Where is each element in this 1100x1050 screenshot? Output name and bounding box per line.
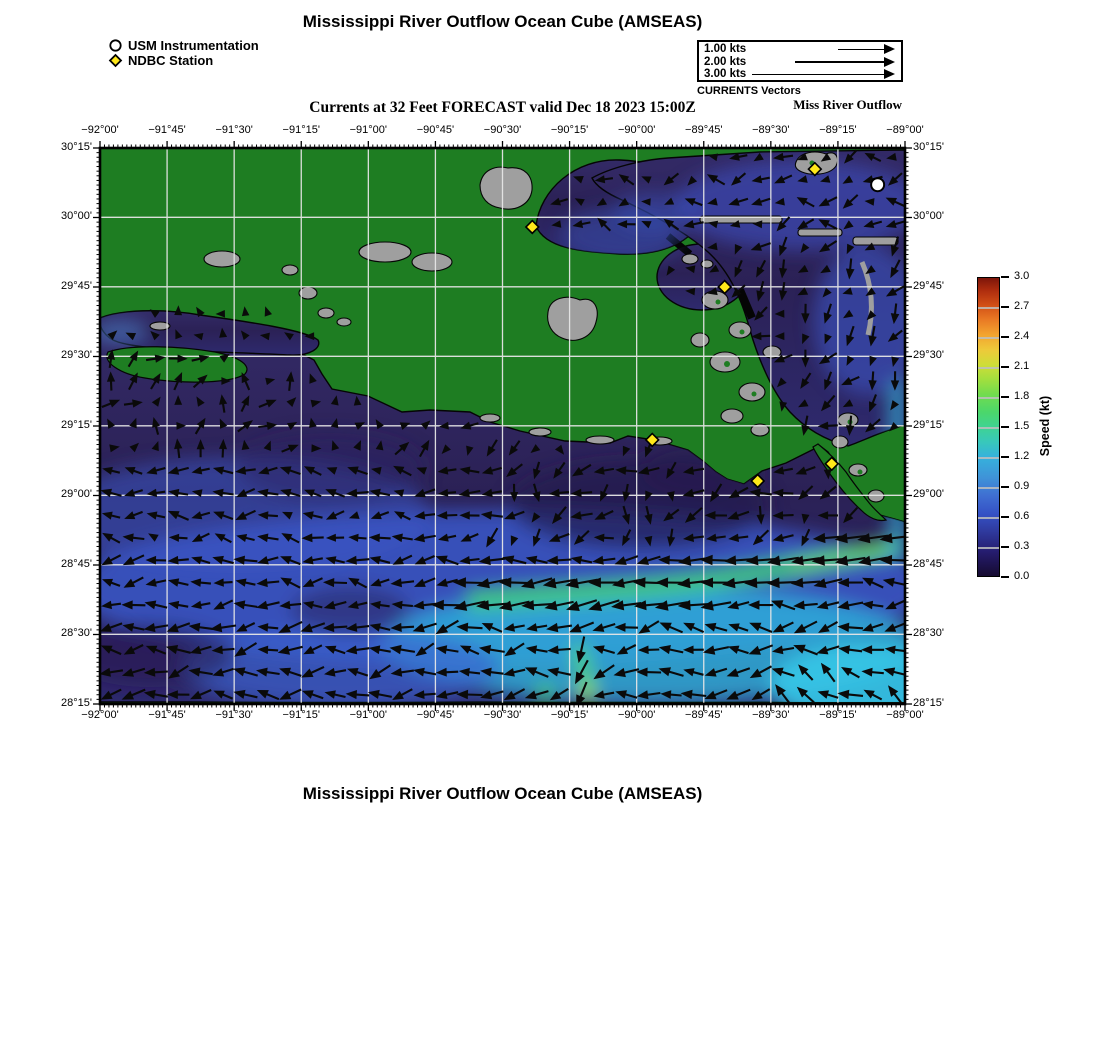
- tick-label: 29°15': [61, 418, 92, 431]
- tick-label: 28°45': [61, 557, 92, 570]
- legend-ndbc-label: NDBC Station: [128, 52, 214, 68]
- tick-label: 28°15': [61, 696, 92, 709]
- legend-usm-label: USM Instrumentation: [128, 37, 259, 53]
- tick-label: −91°00': [349, 709, 388, 721]
- tick-label: −90°00': [617, 709, 656, 721]
- colorbar-tick-label: 0.6: [1014, 510, 1030, 522]
- tick-label: 29°45': [913, 279, 944, 292]
- colorbar-tick-label: 0.3: [1014, 540, 1030, 552]
- tick-label: −90°45': [416, 709, 455, 721]
- tick-label: 30°15': [913, 140, 944, 153]
- tick-label: −89°45': [685, 709, 723, 721]
- colorbar-tick: [1001, 306, 1009, 307]
- colorbar-tick: [1001, 336, 1009, 337]
- tick-label: 29°00': [913, 488, 944, 501]
- colorbar: [977, 277, 1000, 577]
- colorbar-tick-label: 0.0: [1014, 570, 1030, 582]
- colorbar-tick-label: 0.9: [1014, 480, 1030, 492]
- colorbar-tick-label: 1.2: [1014, 450, 1030, 462]
- tick-label: −91°15': [282, 709, 320, 721]
- colorbar-tick: [1001, 546, 1009, 547]
- tick-label: −91°45': [148, 124, 186, 136]
- colorbar-tick-label: 1.8: [1014, 390, 1030, 402]
- tick-label: −89°00': [886, 709, 924, 721]
- colorbar-tick-label: 3.0: [1014, 270, 1030, 282]
- colorbar-tick: [1001, 456, 1009, 457]
- colorbar-tick: [1001, 426, 1009, 427]
- tick-label: 28°15': [913, 696, 944, 709]
- colorbar-label: Speed (kt): [1038, 395, 1052, 457]
- tick-label: −89°30': [752, 124, 790, 136]
- figure-title-bottom: Mississippi River Outflow Ocean Cube (AMSEAS): [302, 784, 703, 803]
- tick-label: 29°30': [913, 349, 944, 362]
- colorbar-tick-label: 2.1: [1014, 360, 1030, 372]
- tick-label: 28°30': [61, 627, 92, 640]
- tick-label: −92°00': [81, 709, 119, 721]
- tick-label: −90°15': [550, 709, 589, 721]
- tick-label: −91°30': [215, 124, 253, 136]
- vector-legend-row: 3.00 kts: [704, 68, 895, 81]
- tick-label: 28°45': [913, 557, 944, 570]
- tick-label: −91°45': [148, 709, 186, 721]
- colorbar-tick-label: 1.5: [1014, 420, 1030, 432]
- vector-legend-row: 2.00 kts: [704, 56, 895, 69]
- colorbar-tick: [1001, 396, 1009, 397]
- tick-label: 29°00': [61, 488, 92, 501]
- tick-label: −92°00': [81, 124, 119, 136]
- colorbar-tick-label: 2.4: [1014, 330, 1030, 342]
- currents-vectors-caption: CURRENTS Vectors: [697, 85, 801, 97]
- tick-label: 29°15': [913, 418, 944, 431]
- usm-instrumentation-marker: [871, 178, 884, 191]
- tick-label: −91°00': [349, 124, 388, 136]
- tick-label: −90°30': [483, 709, 522, 721]
- corner-label: Miss River Outflow: [793, 97, 902, 112]
- tick-label: 30°15': [61, 140, 92, 153]
- colorbar-tick-label: 2.7: [1014, 300, 1030, 312]
- tick-label: −90°30': [483, 124, 522, 136]
- tick-label: −89°45': [685, 124, 723, 136]
- tick-label: 29°30': [61, 349, 92, 362]
- tick-label: −90°15': [550, 124, 589, 136]
- colorbar-tick: [1001, 516, 1009, 517]
- figure-title-top: Mississippi River Outflow Ocean Cube (AMSEAS): [302, 12, 703, 31]
- tick-label: 30°00': [913, 210, 944, 223]
- tick-label: −91°30': [215, 709, 253, 721]
- tick-label: 28°30': [913, 627, 944, 640]
- tick-label: 29°45': [61, 279, 92, 292]
- tick-label: −89°15': [819, 709, 857, 721]
- map-subtitle: Currents at 32 Feet FORECAST valid Dec 18 2023 15:00Z: [309, 99, 696, 116]
- vector-legend-row: 1.00 kts: [704, 43, 895, 56]
- tick-label: −90°45': [416, 124, 455, 136]
- tick-label: −91°15': [282, 124, 320, 136]
- tick-label: −89°30': [752, 709, 790, 721]
- tick-label: −90°00': [617, 124, 656, 136]
- colorbar-tick: [1001, 366, 1009, 367]
- colorbar-tick: [1001, 276, 1009, 277]
- colorbar-tick: [1001, 486, 1009, 487]
- tick-label: −89°00': [886, 124, 924, 136]
- tick-label: 30°00': [61, 210, 92, 223]
- colorbar-tick: [1001, 576, 1009, 577]
- tick-label: −89°15': [819, 124, 857, 136]
